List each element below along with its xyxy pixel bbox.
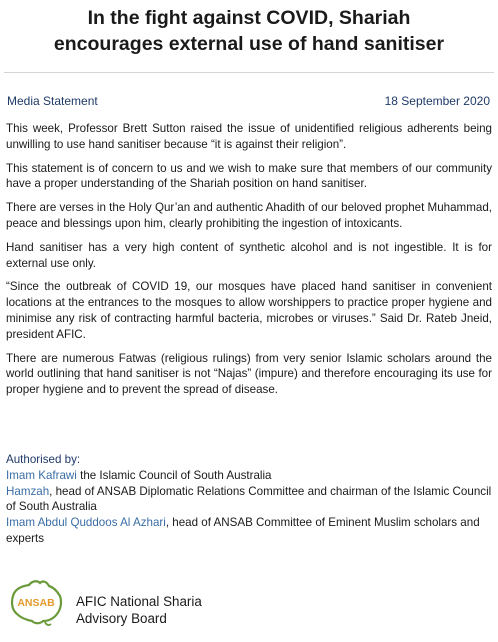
logo-text: ANSAB xyxy=(17,597,55,609)
ansab-logo xyxy=(5,578,67,628)
authorised-by-heading: Authorised by: xyxy=(6,453,81,466)
authoriser-name: Hamzah xyxy=(6,484,50,498)
media-statement-label: Media Statement xyxy=(7,94,98,108)
paragraph: There are verses in the Holy Qur’an and authentic Ahadith of our beloved prophet Muhammad, peace and blessings upon him, clearly prohibiting the ingestion of intoxicants. xyxy=(6,201,492,230)
org-line-2: Advisory Board xyxy=(76,611,167,626)
authoriser-1 xyxy=(6,468,492,484)
authorisation-block xyxy=(6,452,492,547)
authoriser-2 xyxy=(6,484,492,516)
paragraph: This week, Professor Brett Sutton raised the issue of unidentified religious adherents being unwilling to use hand sanitiser because “it is against their religion”. xyxy=(6,122,492,151)
title-line-1: In the fight against COVID, Shariah xyxy=(87,7,411,29)
authoriser-name: Imam Kafrawi xyxy=(6,468,77,482)
authoriser-role: , head of ANSAB Diplomatic Relations Committee and chairman of the Islamic Council of South Australia xyxy=(6,484,492,514)
paragraph: “Since the outbreak of COVID 19, our mosques have placed hand sanitiser in convenient locations at the entrances to the mosques to allow worshippers to practice proper hygiene and minimise any risk of contracting harmful bacteria, microbes or viruses.” Said Dr. Rateb Jneid, president AFIC. xyxy=(6,280,492,341)
authoriser-role: the Islamic Council of South Australia xyxy=(76,468,272,482)
authoriser-role: , head of ANSAB Committee of Eminent Muslim scholars and experts xyxy=(6,516,480,545)
organisation-name xyxy=(76,593,202,627)
statement-date: 18 September 2020 xyxy=(384,94,490,108)
paragraph: Hand sanitiser has a very high content of synthetic alcohol and is not ingestible. It is for external use only. xyxy=(6,240,492,270)
authoriser-name: Imam Abdul Quddoos Al Azhari xyxy=(6,516,166,530)
title-line-2: encourages external use of hand sanitiser xyxy=(53,33,445,55)
authoriser-3 xyxy=(6,515,492,547)
paragraph: This statement is of concern to us and we wish to make sure that members of our community have a proper understanding of the Shariah position on hand sanitiser. xyxy=(6,161,492,191)
org-line-1: AFIC National Sharia xyxy=(76,594,202,609)
page-title xyxy=(0,5,498,57)
statement-body xyxy=(6,121,492,406)
paragraph: There are numerous Fatwas (religious rulings) from very senior Islamic scholars around the world outlining that hand sanitiser is not “Najas” (impure) and therefore encouraging its use for proper hygiene and to prevent the spread of disease. xyxy=(6,351,492,397)
divider xyxy=(4,72,494,73)
